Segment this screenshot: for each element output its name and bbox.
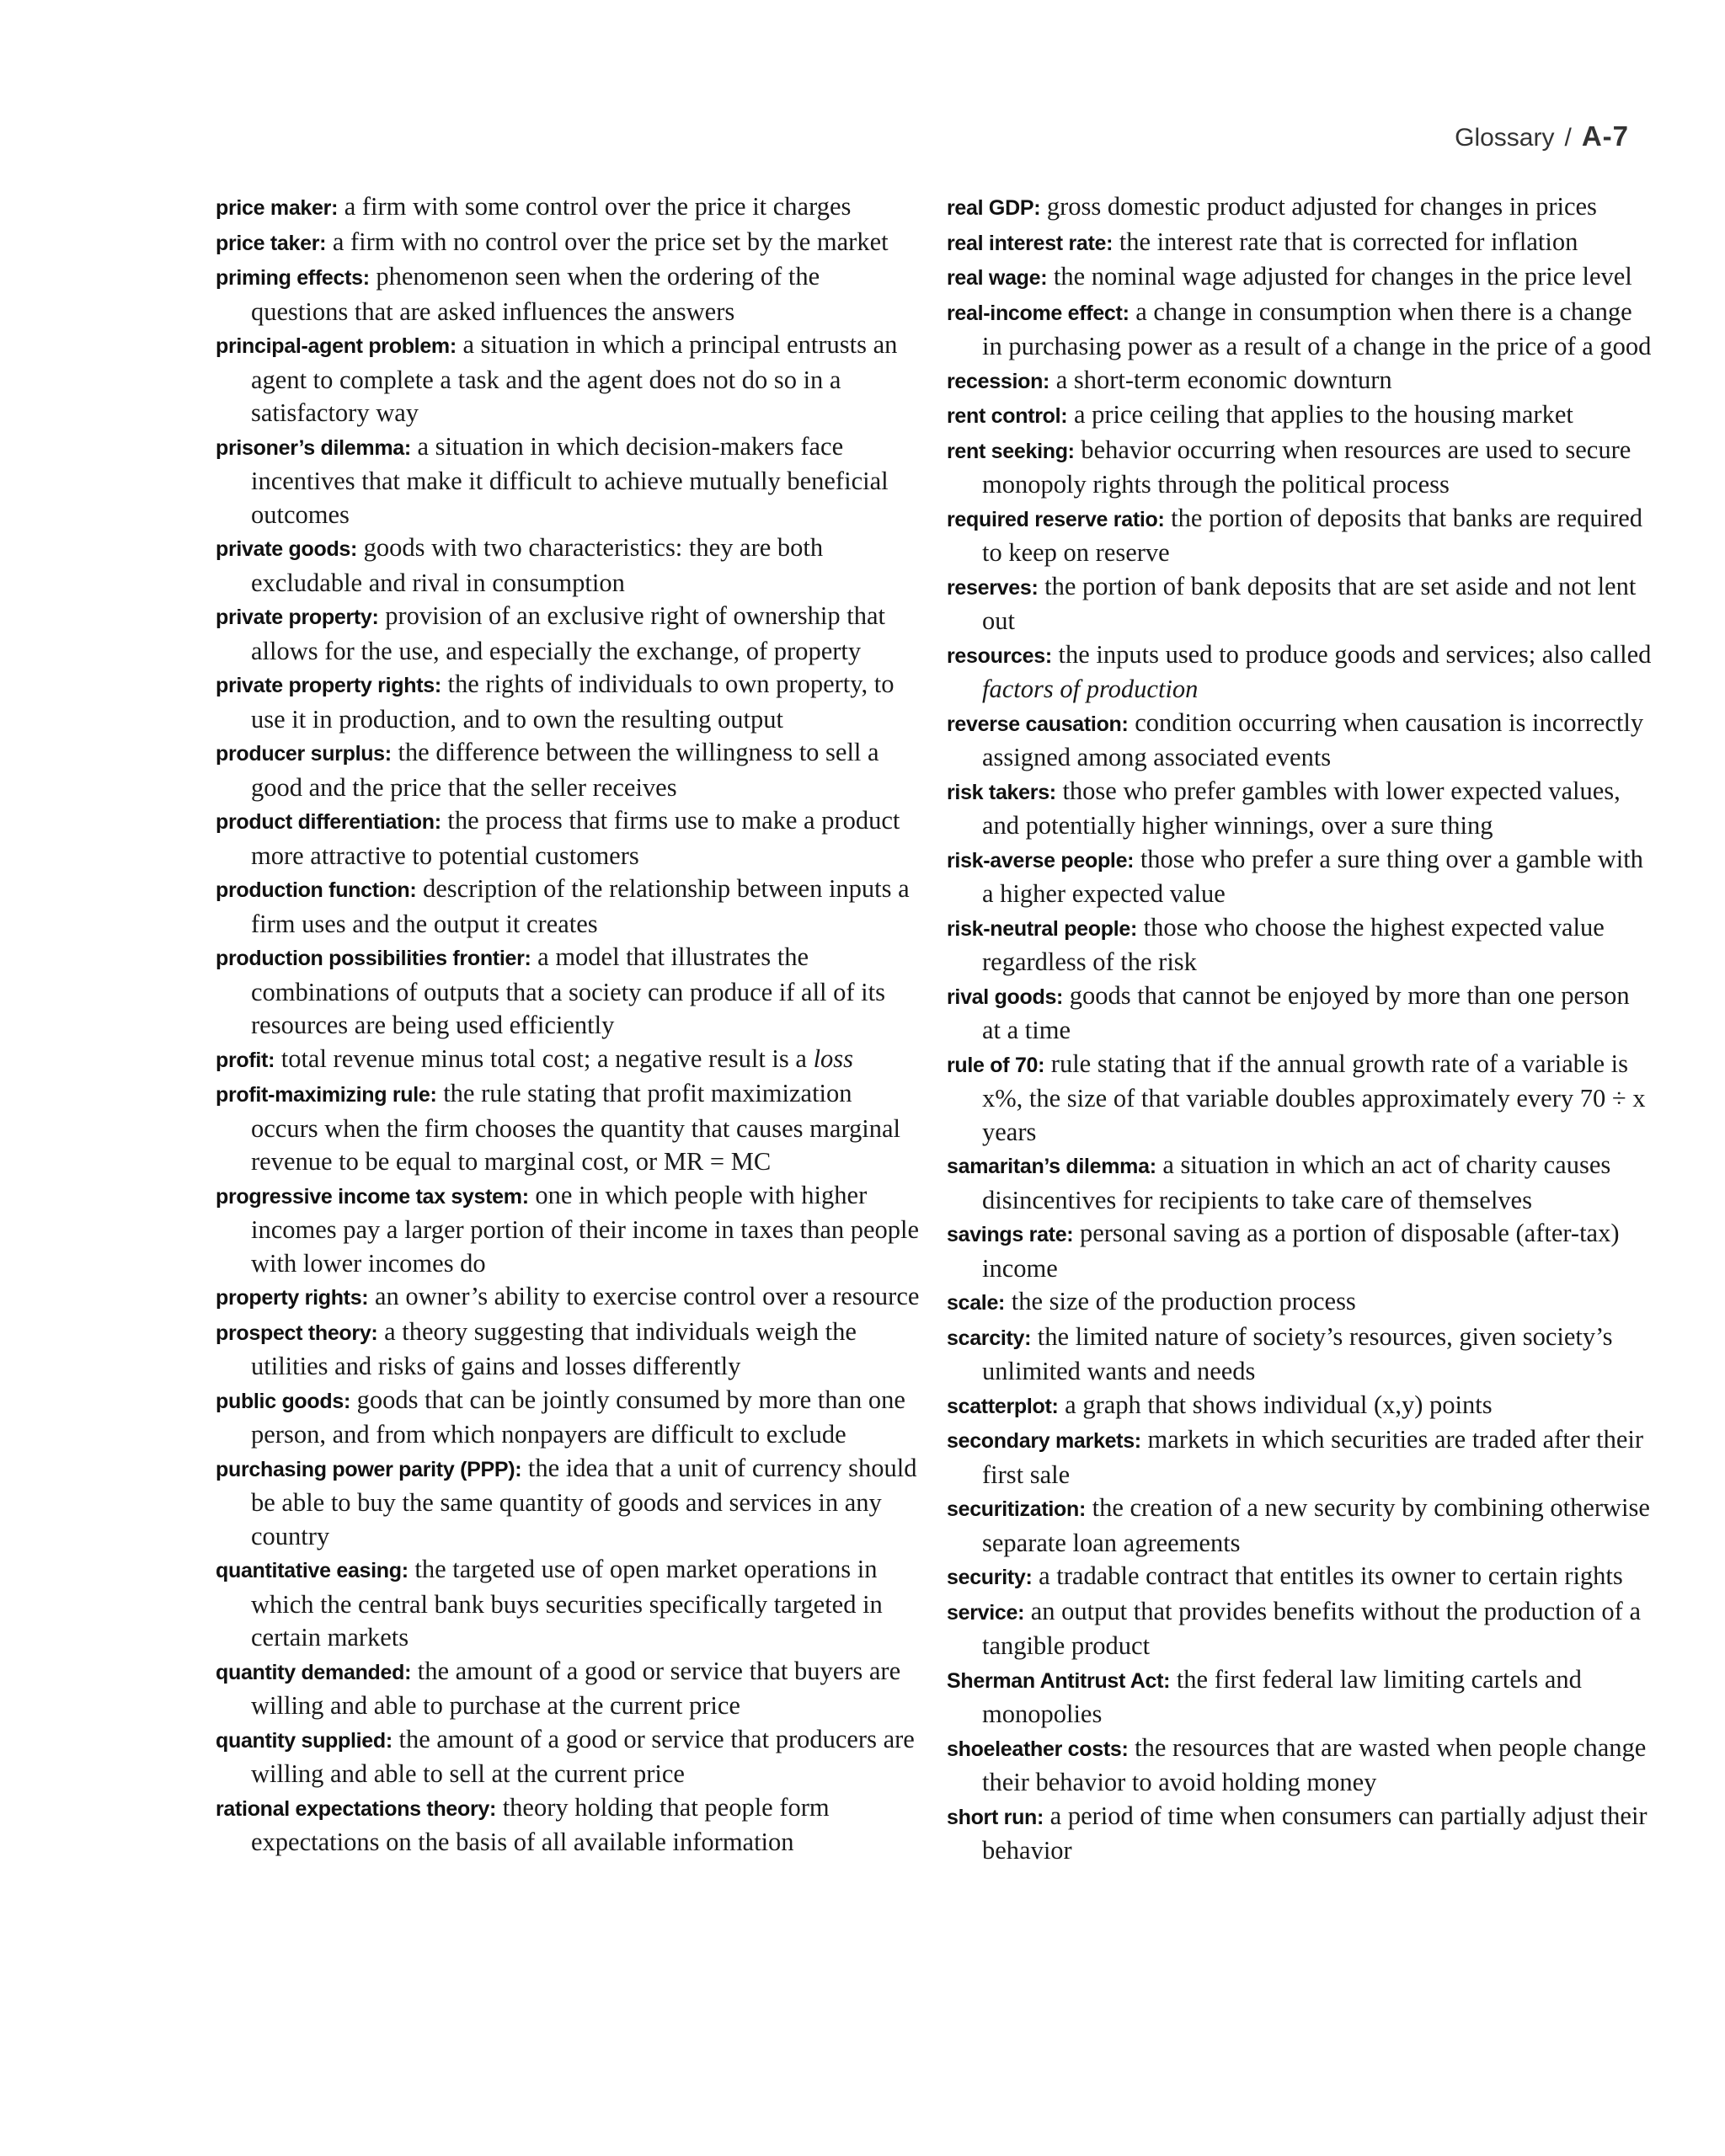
glossary-term: public goods: — [216, 1389, 350, 1413]
glossary-definition: the difference between the willingness to sell a good and the price that the seller receives — [251, 738, 879, 802]
glossary-term: quantitative easing: — [216, 1559, 409, 1582]
glossary-definition: the rights of individuals to own property, to use it in production, and to own the resulting output — [251, 670, 895, 734]
glossary-term: risk takers: — [947, 780, 1056, 804]
glossary-term: quantity demanded: — [216, 1660, 412, 1684]
glossary-term: real GDP: — [947, 196, 1041, 220]
glossary-definition: the inputs used to produce goods and services; also called — [1058, 639, 1652, 669]
glossary-entry — [947, 1321, 1654, 1389]
glossary-definition: the targeted use of open market operations in which the central bank buys securities specifically targeted in certain markets — [251, 1555, 883, 1652]
glossary-term: prisoner’s dilemma: — [216, 435, 411, 460]
glossary-term: shoeleather costs: — [947, 1737, 1129, 1761]
glossary-definition: a situation in which decision-makers face incentives that make it difficult to achieve mutually beneficial outcomes — [251, 431, 889, 529]
glossary-term: progressive income tax system: — [216, 1184, 529, 1209]
glossary-definition: markets in which securities are traded after their first sale — [982, 1425, 1644, 1489]
glossary-definition: the portion of deposits that banks are required to keep on reserve — [982, 503, 1642, 567]
glossary-term: property rights: — [216, 1286, 369, 1310]
glossary-term: reverse causation: — [947, 712, 1129, 736]
glossary-term: rational expectations theory: — [216, 1796, 497, 1821]
glossary-definition-italic: factors of production — [982, 675, 1199, 703]
glossary-entry — [947, 1217, 1654, 1285]
glossary-definition: total revenue minus total cost; a negative result is a — [280, 1043, 807, 1073]
glossary-term: rival goods: — [947, 985, 1064, 1009]
glossary-entry — [947, 260, 1654, 296]
glossary-definition: a firm with some control over the price it charges — [344, 192, 852, 221]
glossary-entry — [216, 1723, 923, 1791]
glossary-column-right — [947, 190, 1654, 1868]
glossary-term: real wage: — [947, 266, 1048, 290]
glossary-definition: provision of an exclusive right of ownership that allows for the use, and especially the exchange, of property — [251, 601, 885, 665]
glossary-definition: condition occurring when causation is incorrectly assigned among associated events — [982, 707, 1644, 771]
glossary-entry — [947, 296, 1654, 364]
glossary-definition: the process that firms use to make a product more attractive to potential customers — [251, 806, 900, 870]
glossary-entry — [947, 364, 1654, 399]
glossary-entry — [947, 979, 1654, 1048]
glossary-definition: theory holding that people form expectations on the basis of all available information — [251, 1792, 830, 1856]
glossary-definition: goods that cannot be enjoyed by more than one person at a time — [982, 980, 1630, 1044]
glossary-entry — [216, 1384, 923, 1452]
glossary-term: price maker: — [216, 196, 339, 220]
glossary-definition: the first federal law limiting cartels and monopolies — [982, 1664, 1582, 1728]
running-head — [1455, 120, 1629, 152]
glossary-definition: a short-term economic downturn — [1055, 365, 1392, 394]
glossary-definition: an owner’s ability to exercise control over a resource — [374, 1282, 920, 1310]
glossary-entry — [947, 843, 1654, 911]
glossary-definition: the size of the production process — [1011, 1287, 1356, 1315]
glossary-entry — [216, 226, 923, 261]
glossary-definition: a period of time when consumers can partially adjust their behavior — [982, 1801, 1648, 1865]
glossary-definition: the amount of a good or service that buyers are willing and able to purchase at the current price — [251, 1656, 901, 1720]
glossary-entry — [216, 668, 923, 736]
glossary-term: scarcity: — [947, 1326, 1032, 1350]
glossary-term: product differentiation: — [216, 810, 441, 834]
glossary-entry — [216, 804, 923, 873]
glossary-definition: the interest rate that is corrected for inflation — [1119, 227, 1578, 256]
glossary-entry — [947, 502, 1654, 570]
glossary-term: risk-neutral people: — [947, 916, 1137, 941]
glossary-entry — [947, 775, 1654, 843]
glossary-definition: the idea that a unit of currency should be able to buy the same quantity of goods and services in any country — [251, 1453, 917, 1550]
glossary-entry — [947, 1492, 1654, 1560]
glossary-term: scale: — [947, 1291, 1006, 1315]
glossary-term: quantity supplied: — [216, 1728, 393, 1753]
glossary-term: real-income effect: — [947, 301, 1130, 325]
glossary-entry — [947, 911, 1654, 979]
glossary-entry — [216, 430, 923, 532]
glossary-entry — [947, 1423, 1654, 1492]
glossary-entry — [947, 707, 1654, 775]
glossary-entry — [947, 398, 1654, 434]
glossary-definition: those who choose the highest expected value regardless of the risk — [982, 912, 1605, 976]
glossary-entry — [947, 1149, 1654, 1217]
glossary-definition: goods with two characteristics: they are both excludable and rival in consumption — [251, 533, 824, 597]
glossary-definition: gross domestic product adjusted for changes in prices — [1046, 192, 1597, 221]
glossary-term: private property rights: — [216, 674, 441, 697]
glossary-definition: the nominal wage adjusted for changes in the price level — [1053, 262, 1632, 291]
glossary-definition: phenomenon seen when the ordering of the questions that are asked influences the answers — [251, 262, 820, 326]
glossary-entry — [947, 1285, 1654, 1321]
glossary-term: secondary markets: — [947, 1429, 1141, 1453]
glossary-entry — [216, 1655, 923, 1723]
glossary-term: rent control: — [947, 404, 1068, 428]
glossary-entry — [216, 941, 923, 1043]
glossary-entry — [216, 1179, 923, 1281]
glossary-term: savings rate: — [947, 1223, 1074, 1246]
glossary-definition: the rule stating that profit maximization occurs when the firm chooses the quantity that causes marginal revenue to be equal to marginal cost, or MR = MC — [251, 1079, 901, 1176]
glossary-term: private property: — [216, 606, 379, 629]
glossary-term: security: — [947, 1566, 1033, 1589]
glossary-entry — [216, 1280, 923, 1315]
page-number: A-7 — [1581, 120, 1629, 152]
glossary-term: production possibilities frontier: — [216, 947, 531, 970]
glossary-definition: a graph that shows individual (x,y) points — [1065, 1390, 1493, 1419]
glossary-term: risk-averse people: — [947, 848, 1135, 873]
glossary-definition: a change in consumption when there is a change in purchasing power as a result of a change in the price of a good — [982, 296, 1652, 360]
section-label: Glossary — [1455, 124, 1555, 152]
glossary-term: Sherman Antitrust Act: — [947, 1668, 1171, 1693]
glossary-definition: a model that illustrates the combinations of outputs that a society can produce if all of its resources are being used efficiently — [251, 942, 885, 1039]
glossary-definition: those who prefer gambles with lower expected values, and potentially higher winnings, over a sure thing — [982, 776, 1621, 840]
glossary-term: required reserve ratio: — [947, 507, 1165, 531]
glossary-entry — [216, 1315, 923, 1384]
glossary-definition: a price ceiling that applies to the housing market — [1073, 400, 1573, 429]
glossary-entry — [947, 1800, 1654, 1868]
glossary-entry — [216, 873, 923, 941]
glossary-column-left — [216, 190, 923, 1860]
glossary-entry — [216, 1553, 923, 1655]
glossary-definition: the creation of a new security by combining otherwise separate loan agreements — [982, 1493, 1650, 1557]
glossary-entry — [216, 531, 923, 600]
glossary-definition: rule stating that if the annual growth rate of a variable is x%, the size of that variable doubles approximately every 70 ÷ x years — [982, 1049, 1646, 1146]
glossary-entry — [947, 570, 1654, 638]
glossary-definition: a theory suggesting that individuals weigh the utilities and risks of gains and losses differently — [251, 1316, 857, 1380]
glossary-entry — [216, 1043, 923, 1078]
glossary-term: producer surplus: — [216, 742, 392, 766]
glossary-entry — [947, 1560, 1654, 1595]
glossary-term: rule of 70: — [947, 1053, 1045, 1077]
glossary-entry — [216, 190, 923, 226]
glossary-entry — [947, 1732, 1654, 1800]
glossary-entry — [216, 1452, 923, 1554]
glossary-definition: personal saving as a portion of disposable (after-tax) income — [982, 1219, 1620, 1283]
glossary-term: purchasing power parity (PPP): — [216, 1457, 522, 1481]
glossary-entry — [216, 1077, 923, 1179]
glossary-entry — [947, 226, 1654, 261]
glossary-entry — [947, 638, 1654, 707]
glossary-term: production function: — [216, 878, 417, 902]
glossary-definition: an output that provides benefits without the production of a tangible product — [982, 1596, 1641, 1660]
glossary-entry — [947, 1048, 1654, 1150]
glossary-term: private goods: — [216, 537, 358, 561]
glossary-entry — [216, 260, 923, 328]
glossary-entry — [216, 600, 923, 668]
glossary-term: reserves: — [947, 575, 1039, 600]
glossary-entry — [947, 434, 1654, 502]
glossary-definition: a situation in which an act of charity causes disincentives for recipients to take care of themselves — [982, 1150, 1611, 1214]
header-separator: / — [1564, 124, 1572, 152]
glossary-term: profit-maximizing rule: — [216, 1083, 437, 1107]
glossary-entry — [947, 1663, 1654, 1732]
glossary-entry — [947, 1595, 1654, 1663]
glossary-definition: description of the relationship between inputs a firm uses and the output it creates — [251, 874, 910, 938]
glossary-term: recession: — [947, 369, 1050, 393]
glossary-definition: a tradable contract that entitles its owner to certain rights — [1039, 1561, 1623, 1590]
glossary-term: securitization: — [947, 1497, 1086, 1521]
glossary-definition: the resources that are wasted when people change their behavior to avoid holding money — [982, 1732, 1647, 1796]
glossary-term: prospect theory: — [216, 1321, 378, 1345]
glossary-term: samaritan’s dilemma: — [947, 1155, 1156, 1178]
glossary-definition: a firm with no control over the price set by the market — [332, 227, 889, 256]
glossary-term: service: — [947, 1600, 1025, 1625]
glossary-definition: the limited nature of society’s resources, given society’s unlimited wants and needs — [982, 1321, 1613, 1385]
glossary-definition: behavior occurring when resources are used to secure monopoly rights through the political process — [982, 435, 1632, 499]
glossary-definition: a situation in which a principal entrusts an agent to complete a task and the agent does not do so in a satisfactory way — [251, 330, 898, 427]
glossary-term: priming effects: — [216, 266, 370, 290]
glossary-definition-italic: loss — [813, 1043, 854, 1073]
glossary-term: principal-agent problem: — [216, 334, 457, 358]
glossary-term: rent seeking: — [947, 439, 1075, 463]
glossary-entry — [947, 190, 1654, 226]
glossary-term: scatterplot: — [947, 1394, 1059, 1418]
glossary-term: real interest rate: — [947, 231, 1114, 255]
glossary-definition: one in which people with higher incomes pay a larger portion of their income in taxes than people with lower incomes do — [251, 1180, 920, 1278]
glossary-definition: the amount of a good or service that producers are willing and able to sell at the current price — [251, 1724, 915, 1788]
glossary-entry — [216, 1791, 923, 1860]
glossary-term: profit: — [216, 1048, 275, 1072]
glossary-definition: those who prefer a sure thing over a gamble with a higher expected value — [982, 844, 1643, 908]
glossary-entry — [216, 736, 923, 804]
glossary-entry — [947, 1389, 1654, 1424]
glossary-entry — [216, 328, 923, 430]
glossary-term: resources: — [947, 643, 1052, 668]
glossary-term: price taker: — [216, 231, 327, 255]
glossary-definition: the portion of bank deposits that are set aside and not lent out — [982, 571, 1637, 635]
glossary-definition: goods that can be jointly consumed by more than one person, and from which nonpayers are difficult to exclude — [251, 1385, 905, 1449]
glossary-term: short run: — [947, 1805, 1044, 1829]
